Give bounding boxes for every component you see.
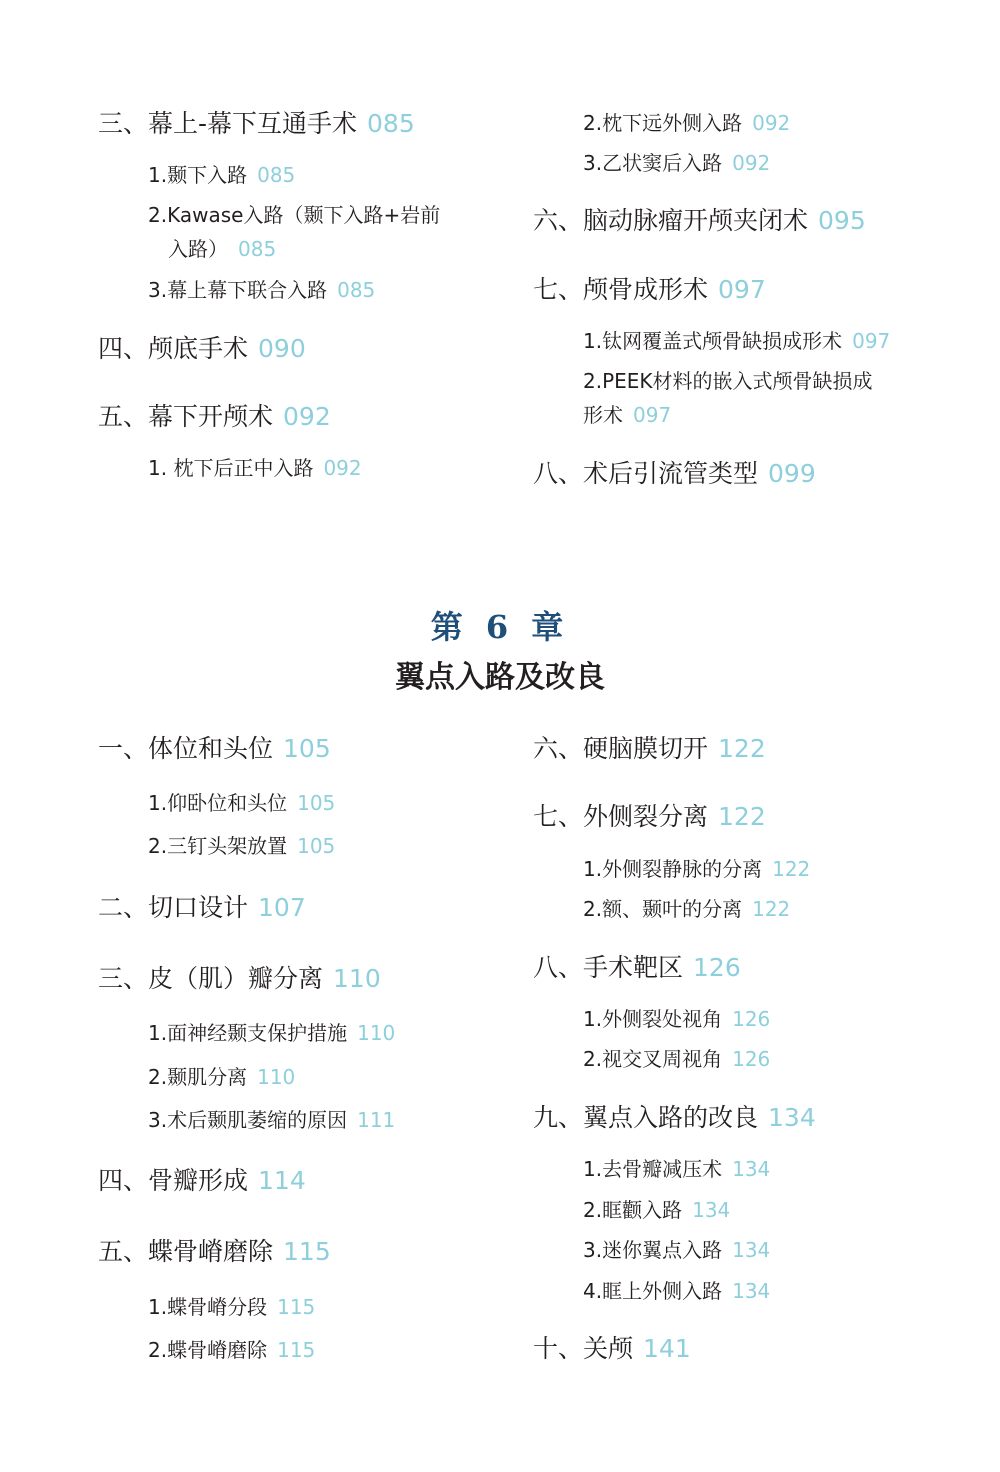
page-number: 122 <box>752 897 791 921</box>
toc-subitem[interactable] <box>148 1063 295 1091</box>
toc-title: 1.外侧裂处视角 <box>583 1007 723 1031</box>
toc-heading[interactable] <box>533 1103 816 1133</box>
toc-subitem[interactable] <box>148 789 335 817</box>
page-number: 105 <box>297 791 336 815</box>
toc-heading[interactable] <box>98 893 306 923</box>
page-number: 134 <box>768 1103 816 1132</box>
toc-subitem[interactable] <box>583 1045 770 1073</box>
chapter-title: 翼点入路及改良 <box>395 660 605 695</box>
toc-title: 四、颅底手术 <box>98 334 249 363</box>
toc-subitem[interactable] <box>148 1019 395 1047</box>
page-number: 097 <box>633 403 672 427</box>
toc-title: 4.眶上外侧入路 <box>583 1279 723 1303</box>
toc-title: 五、蝶骨嵴磨除 <box>98 1237 274 1266</box>
toc-title: 八、术后引流管类型 <box>533 459 759 488</box>
page-number: 092 <box>323 456 362 480</box>
toc-subitem[interactable] <box>583 327 890 355</box>
toc-heading[interactable] <box>533 1334 691 1364</box>
toc-title: 六、硬脑膜切开 <box>533 734 709 763</box>
page-number: 115 <box>277 1295 316 1319</box>
toc-subitem[interactable] <box>583 1277 770 1305</box>
toc-title: 3.术后颞肌萎缩的原因 <box>148 1108 348 1132</box>
toc-heading[interactable] <box>533 953 741 983</box>
toc-title: 三、幕上-幕下互通手术 <box>98 109 358 138</box>
toc-title: 1.面神经颞支保护措施 <box>148 1021 348 1045</box>
page-number: 085 <box>367 109 415 138</box>
page-number: 134 <box>732 1279 771 1303</box>
page-number: 105 <box>297 834 336 858</box>
page-number: 092 <box>752 111 791 135</box>
toc-title: 1.外侧裂静脉的分离 <box>583 857 763 881</box>
page-number: 126 <box>732 1007 771 1031</box>
page-number: 122 <box>718 734 766 763</box>
toc-title-cont: 形术 <box>583 403 623 427</box>
toc-heading[interactable] <box>98 1166 306 1196</box>
toc-title: 八、手术靶区 <box>533 953 684 982</box>
page-number: 110 <box>357 1021 396 1045</box>
toc-title: 2.三钉头架放置 <box>148 834 288 858</box>
page-number: 085 <box>238 237 277 261</box>
page-number: 114 <box>258 1166 306 1195</box>
page-number: 134 <box>732 1238 771 1262</box>
toc-subitem[interactable] <box>583 364 873 432</box>
toc-subitem[interactable] <box>148 1106 395 1134</box>
toc-title: 1. 枕下后正中入路 <box>148 456 314 480</box>
toc-title: 四、骨瓣形成 <box>98 1166 249 1195</box>
toc-title: 2.PEEK材料的嵌入式颅骨缺损成 <box>583 369 873 393</box>
toc-subitem[interactable] <box>148 832 335 860</box>
toc-subitem[interactable] <box>583 1155 770 1183</box>
toc-title: 1.蝶骨嵴分段 <box>148 1295 268 1319</box>
toc-subitem[interactable] <box>148 1293 315 1321</box>
toc-heading[interactable] <box>533 459 816 489</box>
toc-title: 2.眶颧入路 <box>583 1198 683 1222</box>
toc-heading[interactable] <box>98 402 331 432</box>
toc-title: 3.幕上幕下联合入路 <box>148 278 328 302</box>
toc-title: 1.去骨瓣减压术 <box>583 1157 723 1181</box>
page-number: 092 <box>283 402 331 431</box>
toc-subitem[interactable] <box>583 1236 770 1264</box>
page-number: 097 <box>852 329 891 353</box>
page-number: 134 <box>732 1157 771 1181</box>
toc-title: 2.颞肌分离 <box>148 1065 248 1089</box>
toc-subitem[interactable] <box>583 895 790 923</box>
toc-heading[interactable] <box>533 802 766 832</box>
toc-subitem[interactable] <box>148 1336 315 1364</box>
page-number: 095 <box>818 206 866 235</box>
toc-title: 1.仰卧位和头位 <box>148 791 288 815</box>
toc-subitem[interactable] <box>583 1005 770 1033</box>
toc-title: 二、切口设计 <box>98 893 249 922</box>
toc-title: 一、体位和头位 <box>98 734 274 763</box>
toc-title: 3.乙状窦后入路 <box>583 151 723 175</box>
toc-subitem[interactable] <box>583 855 810 883</box>
toc-title: 2.Kawase入路（颞下入路+岩前 <box>148 203 441 227</box>
toc-heading[interactable] <box>533 734 766 764</box>
page-number: 105 <box>283 734 331 763</box>
chapter-number: 第 6 章 <box>430 608 570 646</box>
toc-subitem[interactable] <box>583 1196 730 1224</box>
toc-subitem[interactable] <box>148 454 362 482</box>
page-number: 110 <box>333 964 381 993</box>
page-number: 097 <box>718 275 766 304</box>
toc-title: 2.额、颞叶的分离 <box>583 897 743 921</box>
page-number: 141 <box>643 1334 691 1363</box>
page-number: 092 <box>732 151 771 175</box>
toc-heading[interactable] <box>533 275 766 305</box>
page-number: 134 <box>692 1198 731 1222</box>
toc-title: 三、皮（肌）瓣分离 <box>98 964 324 993</box>
page-number: 122 <box>772 857 811 881</box>
toc-title: 2.视交叉周视角 <box>583 1047 723 1071</box>
toc-title: 1.颞下入路 <box>148 163 248 187</box>
toc-subitem[interactable] <box>148 161 295 189</box>
toc-subitem[interactable] <box>148 198 440 266</box>
toc-heading[interactable] <box>533 206 866 236</box>
toc-title-cont: 入路） <box>168 237 228 261</box>
toc-heading[interactable] <box>98 1237 331 1267</box>
page-number: 085 <box>257 163 296 187</box>
toc-title: 2.枕下远外侧入路 <box>583 111 743 135</box>
toc-heading[interactable] <box>98 964 381 994</box>
toc-heading[interactable] <box>98 734 331 764</box>
toc-title: 十、关颅 <box>533 1334 634 1363</box>
toc-title: 七、外侧裂分离 <box>533 802 709 831</box>
page-number: 107 <box>258 893 306 922</box>
toc-title: 六、脑动脉瘤开颅夹闭术 <box>533 206 809 235</box>
toc-title: 九、翼点入路的改良 <box>533 1103 759 1132</box>
toc-subitem[interactable] <box>148 276 375 304</box>
toc-heading[interactable] <box>98 334 306 364</box>
page-number: 126 <box>693 953 741 982</box>
page-number: 115 <box>277 1338 316 1362</box>
toc-title: 七、颅骨成形术 <box>533 275 709 304</box>
toc-subitem[interactable] <box>583 109 790 137</box>
page-number: 115 <box>283 1237 331 1266</box>
page-number: 122 <box>718 802 766 831</box>
page-number: 110 <box>257 1065 296 1089</box>
toc-title: 2.蝶骨嵴磨除 <box>148 1338 268 1362</box>
page-number: 090 <box>258 334 306 363</box>
page-number: 099 <box>768 459 816 488</box>
toc-title: 3.迷你翼点入路 <box>583 1238 723 1262</box>
toc-title: 五、幕下开颅术 <box>98 402 274 431</box>
page-number: 126 <box>732 1047 771 1071</box>
toc-heading[interactable] <box>98 109 415 139</box>
toc-title: 1.钛网覆盖式颅骨缺损成形术 <box>583 329 843 353</box>
page-number: 085 <box>337 278 376 302</box>
toc-subitem[interactable] <box>583 149 770 177</box>
page-number: 111 <box>357 1108 396 1132</box>
